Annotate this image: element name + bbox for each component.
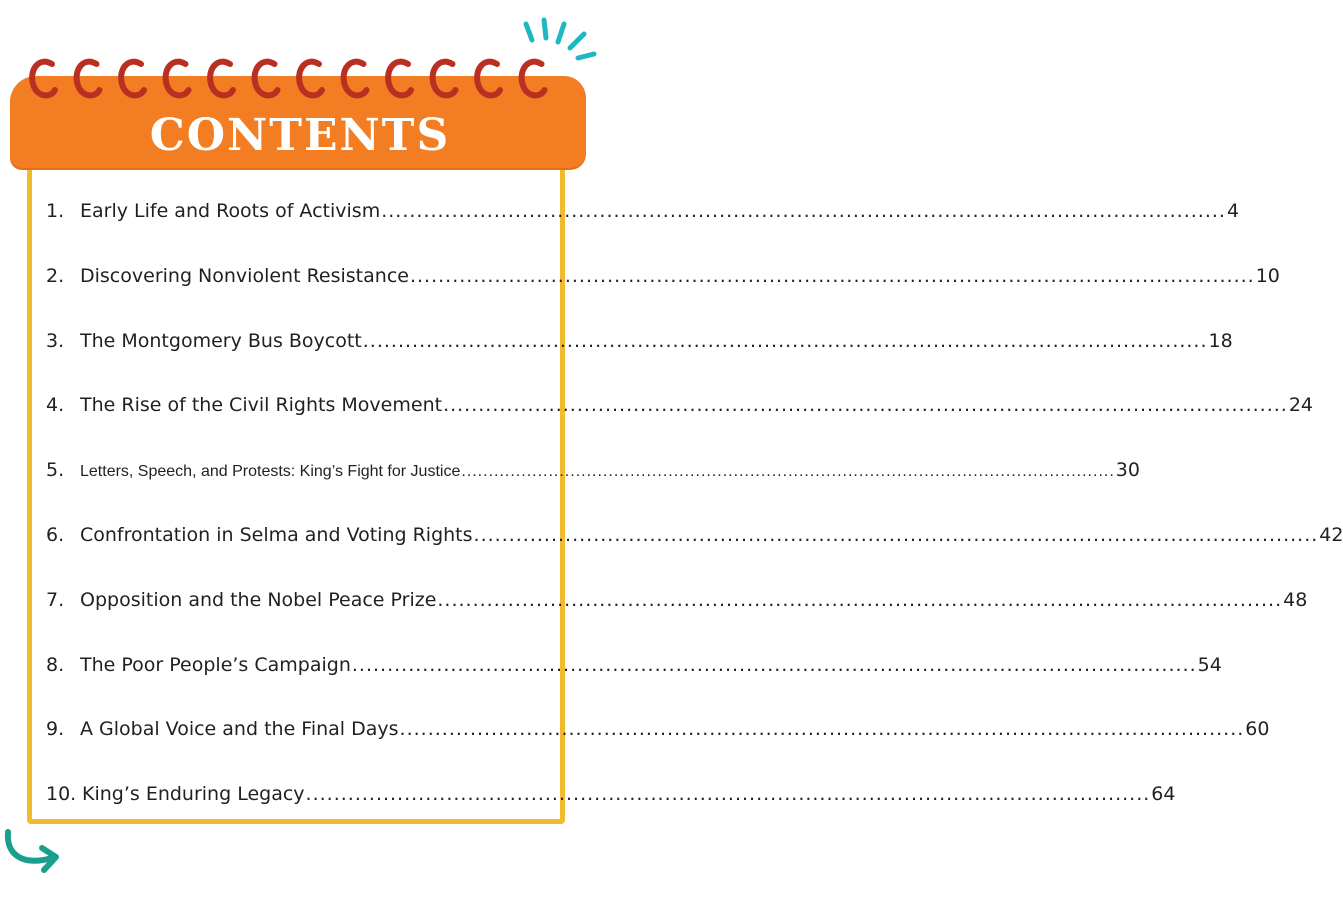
page-title: CONTENTS <box>149 110 451 161</box>
spiral-ring-icon <box>299 62 322 96</box>
toc-entry-page: 18 <box>1208 329 1233 352</box>
toc-entry-number: 10. <box>46 783 77 806</box>
toc-leader-dots: ........................................................................................................................ <box>399 718 1245 741</box>
toc-entry-number: 8. <box>46 653 65 676</box>
toc-entry <box>46 394 1313 428</box>
toc-leader-dots: ........................................................................................................................ <box>381 200 1226 222</box>
toc-entry-page: 4 <box>1226 200 1240 222</box>
spiral-ring-icon <box>77 62 100 96</box>
toc-entry-title: The Poor People’s Campaign <box>80 653 351 676</box>
toc-entry-number: 2. <box>46 264 65 287</box>
toc-entry-number: 1. <box>46 200 65 222</box>
toc-entry-number: 6. <box>46 524 65 546</box>
toc-entry-title: The Rise of the Civil Rights Movement <box>80 394 443 417</box>
toc-entry <box>46 200 1240 234</box>
toc-entry <box>46 459 1140 493</box>
toc-entry-page: 60 <box>1245 718 1270 741</box>
spiral-ring-icon <box>522 62 545 96</box>
curved-arrow-icon <box>2 826 64 878</box>
spiral-ring-icon <box>433 62 456 96</box>
toc-entry-page: 64 <box>1151 783 1176 806</box>
toc-entry <box>46 264 1280 299</box>
toc-entry-page: 10 <box>1255 264 1280 287</box>
toc-entry-page: 30 <box>1115 459 1140 482</box>
toc-entry <box>46 783 1176 817</box>
toc-entry-number: 5. <box>46 459 65 482</box>
toc-entry-number: 3. <box>46 329 65 352</box>
toc-leader-dots: ........................................................................................................................ <box>437 588 1283 611</box>
spiral-ring-icon <box>477 62 500 96</box>
toc-entry-title: A Global Voice and the Final Days <box>80 718 399 741</box>
spiral-ring-icon <box>166 62 189 96</box>
toc-leader-dots: ........................................................................................................................ <box>362 329 1208 352</box>
toc-entry <box>46 588 1308 623</box>
toc-entry <box>46 653 1222 688</box>
spiral-ring-icon <box>344 62 367 96</box>
spiral-ring-icon <box>210 62 233 96</box>
toc-entry-title: The Montgomery Bus Boycott <box>80 329 362 352</box>
toc-entry-title: King’s Enduring Legacy <box>82 783 305 806</box>
toc-leader-dots: ........................................................................................................................ <box>409 264 1255 287</box>
toc-entry <box>46 718 1270 752</box>
toc-leader-dots: ........................................................................................................................ <box>473 524 1319 546</box>
toc-entry-page: 24 <box>1288 394 1313 417</box>
spiral-ring-icon <box>121 62 144 96</box>
spiral-ring-icon <box>388 62 411 96</box>
toc-leader-dots: ........................................................................................................................ <box>351 653 1197 676</box>
toc-leader-dots: ........................................................................................................................ <box>443 394 1288 417</box>
toc-entry-page: 48 <box>1283 588 1308 611</box>
toc-entry-number: 7. <box>46 588 65 611</box>
toc-leader-dots: ........................................................................................................................ <box>305 783 1151 806</box>
toc-entry-title: Confrontation in Selma and Voting Rights <box>80 524 473 546</box>
toc-entry <box>46 329 1233 364</box>
spiral-ring-icon <box>255 62 278 96</box>
toc-entry <box>46 524 1343 558</box>
toc-leader-dots: ........................................................................................................................ <box>461 463 1115 481</box>
toc-entry-title: Early Life and Roots of Activism <box>80 200 381 222</box>
toc-entry-page: 54 <box>1197 653 1222 676</box>
toc-entry-number: 4. <box>46 394 65 417</box>
toc-entry-title: Opposition and the Nobel Peace Prize <box>80 588 437 611</box>
toc-entry-number: 9. <box>46 718 65 741</box>
toc-entry-title: Letters, Speech, and Protests: King’s Fight for Justice <box>80 463 461 481</box>
spiral-rings <box>25 54 565 114</box>
toc-entry-title: Discovering Nonviolent Resistance <box>80 264 409 287</box>
spiral-ring-icon <box>32 62 55 96</box>
toc-entry-page: 42 <box>1319 524 1343 546</box>
